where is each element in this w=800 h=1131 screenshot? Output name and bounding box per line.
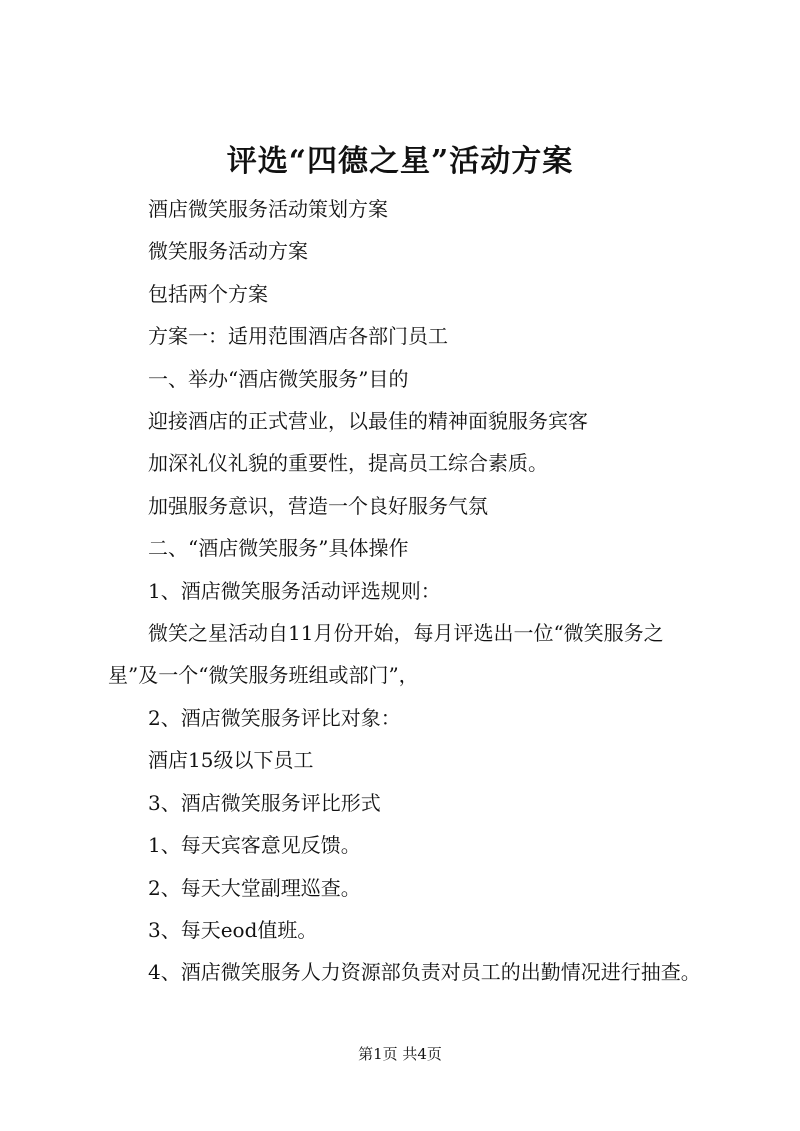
paragraph-14: 3、酒店微笑服务评比形式 xyxy=(148,790,381,815)
paragraph-10: 1、酒店微笑服务活动评选规则： xyxy=(148,578,441,603)
document-title: 评选“四德之星”活动方案 xyxy=(226,144,574,179)
paragraph-15: 1、每天宾客意见反馈。 xyxy=(148,833,361,858)
paragraph-2: 微笑服务活动方案 xyxy=(148,239,308,264)
paragraph-4: 方案一：适用范围酒店各部门员工 xyxy=(148,324,448,349)
paragraph-1: 酒店微笑服务活动策划方案 xyxy=(148,197,388,221)
paragraph-6: 迎接酒店的正式营业，以最佳的精神面貌服务宾客 xyxy=(148,409,588,434)
paragraph-3: 包括两个方案 xyxy=(148,281,268,306)
paragraph-9: 二、“酒店微笑服务”具体操作 xyxy=(148,536,409,561)
document-body xyxy=(108,188,708,994)
paragraph-12: 2、酒店微笑服务评比对象： xyxy=(148,705,401,730)
paragraph-17: 3、每天eod值班。 xyxy=(148,917,318,942)
paragraph-11: 微笑之星活动自11月份开始，每月评选出一位“微笑服务之星”及一个“微笑服务班组或部门”， xyxy=(108,621,664,688)
paragraph-8: 加强服务意识，营造一个良好服务气氛 xyxy=(148,493,488,518)
page-footer: 第1页 共4页 xyxy=(358,1045,442,1063)
paragraph-13: 酒店15级以下员工 xyxy=(148,748,314,773)
paragraph-18: 4、酒店微笑服务人力资源部负责对员工的出勤情况进行抽查。 xyxy=(148,960,701,985)
paragraph-7: 加深礼仪礼貌的重要性，提高员工综合素质。 xyxy=(148,451,548,476)
paragraph-5: 一、举办“酒店微笑服务”目的 xyxy=(148,366,409,391)
paragraph-16: 2、每天大堂副理巡查。 xyxy=(148,875,361,900)
